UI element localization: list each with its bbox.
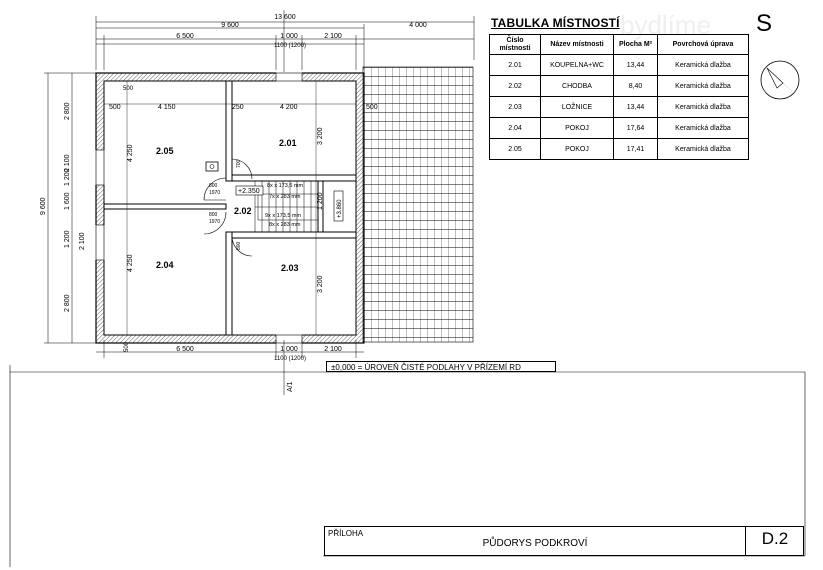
title-block-divider xyxy=(745,527,746,555)
title-block-label: PŘÍLOHA xyxy=(328,529,364,538)
door-note-4: 800 xyxy=(236,241,242,250)
cell-name: POKOJ xyxy=(541,118,614,139)
cell-name: LOŽNICE xyxy=(541,97,614,118)
table-header-row xyxy=(490,35,749,55)
table-header-finish: Povrchová úprava xyxy=(658,35,749,55)
washbasin xyxy=(206,162,218,171)
cell-name: POKOJ xyxy=(541,139,614,160)
dim-left-2100: 2 100 xyxy=(64,154,71,172)
cell-number: 2.04 xyxy=(490,118,541,139)
svg-text:1970: 1970 xyxy=(209,190,221,196)
svg-text:1970: 1970 xyxy=(209,219,221,225)
cell-name: CHODBA xyxy=(541,76,614,97)
cell-area: 8,40 xyxy=(614,76,658,97)
table-row xyxy=(490,55,749,76)
room-2-01-label: 2.01 xyxy=(279,138,297,148)
dim-bottom-500: 500 xyxy=(124,341,130,353)
room-table xyxy=(489,34,749,160)
dim-top-right: 4 000 xyxy=(409,22,427,29)
dim-in-4250b: 4 250 xyxy=(127,254,134,272)
dim-top-b: 1 000 xyxy=(280,33,298,40)
cell-finish: Keramická dlažba xyxy=(658,97,749,118)
table-header-number: Číslo místnosti xyxy=(490,35,541,55)
cell-number: 2.03 xyxy=(490,97,541,118)
cell-finish: Keramická dlažba xyxy=(658,55,749,76)
dim-bottom-a: 6 500 xyxy=(176,346,194,353)
north-label: S xyxy=(756,10,773,37)
cell-number: 2.02 xyxy=(490,76,541,97)
dim-left-1200a: 1 200 xyxy=(64,168,71,186)
level-marker-2: +3.860 xyxy=(337,199,343,218)
dim-left-1200b: 1 200 xyxy=(64,230,71,248)
door-note-2: 800 xyxy=(209,212,218,218)
stair-note-upper: 8x x 173,5 mm 7x x 283 mm xyxy=(267,183,304,200)
section-label: A/1 xyxy=(287,381,294,392)
dim-in-1200: 1 200 xyxy=(317,192,324,210)
dim-in-500: 500 xyxy=(109,104,121,111)
dim-left-2800a: 2 800 xyxy=(64,102,71,120)
level-marker: +2.350 xyxy=(238,188,260,195)
dim-in-4150: 4 150 xyxy=(158,104,176,111)
dim-in-3200b: 3 200 xyxy=(317,275,324,293)
dim-in-4200: 4 200 xyxy=(280,104,298,111)
dim-top-a: 6 500 xyxy=(176,33,194,40)
cell-number: 2.05 xyxy=(490,139,541,160)
dim-top-left: 9 600 xyxy=(221,22,239,29)
dim-top-500: 500 xyxy=(122,86,134,92)
room-table-title: TABULKA MÍSTNOSTÍ xyxy=(491,16,620,30)
cell-finish: Keramická dlažba xyxy=(658,118,749,139)
room-2-02-label: 2.02 xyxy=(234,206,252,216)
cell-name: KOUPELNA+WC xyxy=(541,55,614,76)
door-note-1: 800 xyxy=(209,183,218,189)
cell-area: 13,44 xyxy=(614,97,658,118)
sheet-number: D.2 xyxy=(761,529,789,548)
dim-top-total: 13 600 xyxy=(274,14,296,21)
room-2-03-label: 2.03 xyxy=(281,263,299,273)
title-block xyxy=(324,526,804,556)
table-header-area: Plocha M² xyxy=(614,35,658,55)
dim-left-2800b: 2 800 xyxy=(64,294,71,312)
cell-area: 13,44 xyxy=(614,55,658,76)
level-note: ±0,000 = ÚROVEŇ ČISTÉ PODLAHY V PŘÍZEMÍ RD xyxy=(326,361,556,372)
table-header-name: Název místnosti xyxy=(541,35,614,55)
dim-left-2100b: 2 100 xyxy=(79,232,86,250)
dim-bottom-open: 1100 (1200) xyxy=(274,356,306,362)
door-note-3: 700 xyxy=(236,159,242,168)
dim-top-open: 1100 (1200) xyxy=(274,43,306,49)
cell-area: 17,41 xyxy=(614,139,658,160)
roof-tiles xyxy=(363,67,473,342)
dim-left-1600: 1 600 xyxy=(64,192,71,210)
dim-bottom-c: 2 100 xyxy=(324,346,342,353)
dim-in-4250a: 4 250 xyxy=(127,144,134,162)
cell-area: 17,64 xyxy=(614,118,658,139)
stair-note-lower: 9x x 173,5 mm 8x x 283 mm xyxy=(265,213,302,228)
dim-in-3200a: 3 200 xyxy=(317,127,324,145)
watermark-logo: bydlíme xyxy=(620,10,712,40)
table-row xyxy=(490,139,749,160)
dim-top-c: 2 100 xyxy=(324,33,342,40)
table-row xyxy=(490,97,749,118)
dim-in-r500: 500 xyxy=(366,104,378,111)
cell-finish: Keramická dlažba xyxy=(658,76,749,97)
table-row xyxy=(490,118,749,139)
drawing-title: PŮDORYS PODKROVÍ xyxy=(482,538,588,549)
dim-left-total: 9 600 xyxy=(40,197,47,215)
room-2-05-label: 2.05 xyxy=(156,146,174,156)
dim-bottom-b: 1 000 xyxy=(280,346,298,353)
table-row xyxy=(490,76,749,97)
cell-number: 2.01 xyxy=(490,55,541,76)
dim-in-250: 250 xyxy=(232,104,244,111)
room-2-04-label: 2.04 xyxy=(156,260,174,270)
cell-finish: Keramická dlažba xyxy=(658,139,749,160)
